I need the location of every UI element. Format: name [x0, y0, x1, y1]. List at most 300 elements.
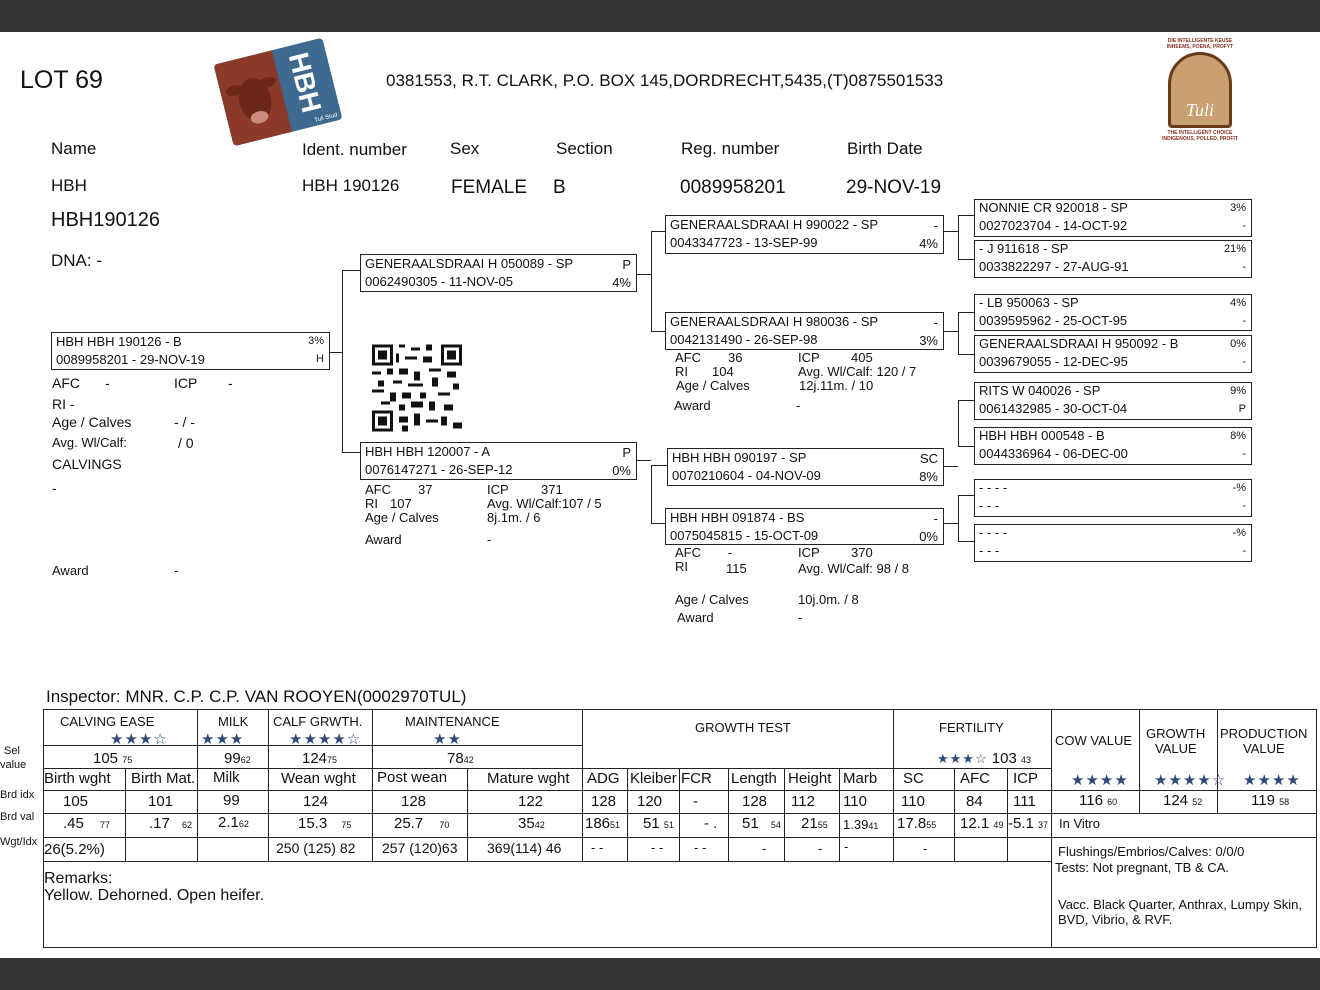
brd-val: 21 — [801, 815, 818, 832]
wgt-cell: - - — [591, 840, 604, 855]
brd-idx-cell: 110 — [901, 793, 925, 810]
connector — [958, 354, 974, 355]
breed-logo-name: Tuli — [1185, 100, 1215, 120]
connector — [958, 312, 959, 354]
fertility-acc: 43 — [1021, 755, 1032, 765]
logo-sub: Tuli Stud — [313, 112, 339, 124]
fertility-val: 103 — [991, 750, 1017, 767]
grow-idx-val: 124 — [1163, 792, 1189, 809]
ggp-pct: 9% — [1230, 385, 1246, 397]
bottom-bar — [0, 958, 1320, 990]
breed-logo-top2: INHEEMS, POENA, PROFYT — [1166, 44, 1234, 50]
brd-val-acc: 75 — [341, 820, 352, 830]
gp-pct: 4% — [919, 236, 938, 251]
gp-ri: 115 — [726, 561, 747, 576]
grid-line — [784, 768, 785, 861]
tuli-logo — [1158, 38, 1242, 144]
grid-line — [1217, 709, 1218, 813]
animal-section: B — [553, 177, 566, 198]
brd-val: 25.7 — [394, 815, 424, 832]
connector — [651, 331, 665, 332]
header-sex: Sex — [450, 139, 480, 158]
remarks-label: Remarks: — [44, 870, 113, 887]
dam-age: 8j.1m. / 6 — [487, 510, 541, 525]
gp-afc-label: AFC — [675, 545, 701, 560]
gp-age: 10j.0m. / 8 — [798, 592, 859, 607]
brd-val-acc: 77 — [100, 820, 111, 830]
in-vitro: In Vitro — [1059, 816, 1100, 831]
connector — [944, 331, 958, 332]
gp-award: - — [796, 398, 801, 413]
grid-line — [1051, 709, 1052, 948]
ggp-line1: - LB 950063 - SP — [979, 295, 1079, 310]
remarks: Yellow. Dehorned. Open heifer. — [44, 887, 265, 904]
gp-code: - — [933, 315, 938, 330]
growth-value-label1: GROWTH — [1146, 726, 1206, 741]
production-value-label2: VALUE — [1243, 741, 1285, 756]
grid-line — [197, 709, 198, 861]
subject-avg-label: Avg. Wl/Calf: — [52, 435, 127, 450]
gp-line1: GENERAALSDRAAI H 980036 - SP — [670, 314, 879, 329]
wgt-cell: - — [844, 839, 849, 854]
grid-line — [839, 768, 840, 861]
maintenance-val: 78 — [447, 750, 464, 767]
sire-line1: GENERAALSDRAAI H 050089 - SP — [365, 256, 574, 271]
gp-age-label: Age / Calves — [676, 378, 750, 393]
grid-line — [627, 768, 628, 861]
brd-val-acc: 51 — [663, 820, 674, 830]
ggp-code: - — [1242, 315, 1246, 327]
gp-ri: 104 — [712, 364, 734, 379]
dam-line2: 0076147271 - 26-SEP-12 — [365, 462, 513, 477]
maintenance-stars: ★★ — [433, 731, 462, 748]
animal-name: HBH — [51, 176, 87, 195]
maintenance-label: MAINTENANCE — [405, 714, 500, 729]
brd-idx-cell: 128 — [742, 793, 768, 810]
col-milk: Milk — [213, 769, 240, 786]
wgt-cell: - — [762, 841, 767, 856]
ggp-code: - — [1242, 261, 1246, 273]
ggp-line1: NONNIE CR 920018 - SP — [979, 200, 1128, 215]
gp-icp-label: ICP — [798, 545, 820, 560]
header-ident: Ident. number — [302, 140, 407, 159]
dam-ri: 107 — [390, 496, 412, 511]
calving-ease-val: 105 — [93, 750, 119, 767]
ggp-code: - — [1242, 220, 1246, 232]
col-post-wean: Post wean — [377, 769, 448, 786]
gp-award: - — [798, 610, 803, 625]
ggp-line2: - - - — [979, 543, 1000, 558]
calf-growth-val: 124 — [302, 750, 328, 767]
fertility-stars: ★★★☆ — [937, 751, 988, 766]
subject-age-label: Age / Calves — [52, 414, 132, 430]
dam-code: P — [622, 445, 631, 460]
ggp-line2: 0027023704 - 14-OCT-92 — [979, 218, 1128, 233]
calving-ease-stars: ★★★☆ — [110, 731, 168, 748]
sire-pct: 4% — [612, 275, 631, 290]
subject-afc-label: AFC — [52, 375, 80, 391]
growth-test-label: GROWTH TEST — [695, 720, 791, 735]
brd-val: -5.1 — [1008, 815, 1034, 832]
cow-value-index — [1079, 792, 1117, 809]
ggp-pct: 8% — [1230, 430, 1246, 442]
great-grandparent-box — [974, 382, 1252, 420]
brd-val-cell — [897, 815, 936, 832]
side-value: value — [0, 759, 27, 771]
milk-label: MILK — [218, 714, 249, 729]
wgt-cell: - — [818, 841, 823, 856]
great-grandparent-box — [974, 479, 1252, 517]
connector — [958, 215, 959, 259]
breed-logo-top: DIE INTELLIGENTE KEUSE — [1167, 38, 1233, 44]
connector — [958, 400, 959, 446]
brd-val-cell — [843, 817, 878, 832]
grid-line — [728, 768, 729, 861]
grid-line — [43, 837, 1317, 838]
connector — [958, 541, 974, 542]
wgt-cell: - — [923, 841, 928, 856]
cow-idx-acc: 60 — [1107, 797, 1118, 807]
connector — [651, 523, 665, 524]
subject-box — [51, 332, 330, 370]
subject-afc: - — [105, 375, 110, 391]
wgt-cell: 250 (125) 82 — [276, 840, 356, 856]
cow-value-stars: ★★★★ — [1071, 772, 1129, 789]
dam-age-label: Age / Calves — [365, 510, 439, 525]
brd-val: 1.39 — [843, 817, 869, 832]
gp-age-label: Age / Calves — [675, 592, 749, 607]
grid-line — [1139, 709, 1140, 813]
ggp-line1: HBH HBH 000548 - B — [979, 428, 1105, 443]
great-grandparent-box — [974, 335, 1252, 373]
animal-birth: 29-NOV-19 — [846, 177, 942, 198]
animal-name2: HBH190126 — [51, 209, 160, 231]
col-birth-mat: Birth Mat. — [131, 770, 196, 787]
calving-ease-value — [93, 750, 132, 767]
production-value-stars: ★★★★ — [1243, 772, 1301, 789]
brd-val-cell — [298, 815, 351, 832]
production-value-label1: PRODUCTION — [1220, 726, 1308, 741]
milk-val: 99 — [224, 750, 241, 767]
breeder-info: 0381553, R.T. CLARK, P.O. BOX 145,DORDRECHT,5435,(T)0875501533 — [386, 71, 944, 90]
brd-val: 51 — [643, 815, 660, 832]
brd-val-cell — [704, 815, 717, 832]
subject-pct: 3% — [308, 335, 324, 347]
milk-acc: 62 — [240, 755, 251, 765]
fertility-value — [937, 750, 1031, 767]
vaccinations-line2: BVD, Vibrio, & RVF. — [1058, 912, 1173, 927]
dam-award: - — [487, 532, 492, 547]
connector — [651, 465, 667, 466]
bull-icon — [1168, 52, 1232, 128]
brd-val-acc: 54 — [770, 820, 781, 830]
wgt-cell: 26(5.2%) — [44, 841, 105, 858]
brd-val: - . — [704, 815, 718, 832]
logo-text: HBH — [282, 49, 328, 116]
brd-val-cell — [63, 815, 110, 832]
gp-avg: Avg. Wl/Calf: 98 / 8 — [798, 561, 910, 576]
prod-idx-val: 119 — [1251, 792, 1275, 809]
connector — [651, 231, 652, 331]
brd-val: 12.1 — [960, 815, 990, 832]
brd-idx-cell: 84 — [966, 793, 983, 810]
gp-age: 12j.11m. / 10 — [799, 378, 874, 393]
growth-value-index — [1163, 792, 1202, 809]
inspector: Inspector: MNR. C.P. C.P. VAN ROOYEN(0002970TUL) — [46, 687, 467, 706]
brd-val-acc: 62 — [182, 820, 193, 830]
ggp-line2: 0039679055 - 12-DEC-95 — [979, 354, 1128, 369]
brd-val-cell — [394, 815, 449, 832]
dam-afc-label: AFC — [365, 482, 391, 497]
wgt-cell: - - — [694, 840, 707, 855]
dam-icp: 371 — [541, 482, 563, 497]
subject-calvings-label: CALVINGS — [52, 456, 122, 472]
col-adg: ADG — [587, 770, 620, 787]
gp-ri-label: RI — [675, 364, 688, 379]
tests: Tests: Not pregnant, TB & CA. — [1055, 860, 1229, 875]
gp-line1: GENERAALSDRAAI H 990022 - SP — [670, 217, 879, 232]
dam-avg: Avg. Wl/Calf:107 / 5 — [487, 496, 602, 511]
brd-val-cell — [585, 815, 620, 832]
brd-idx-cell: 99 — [223, 792, 240, 809]
brd-val: 186 — [585, 815, 611, 832]
brd-val-cell — [643, 815, 674, 832]
col-mature-wght: Mature wght — [487, 770, 570, 787]
ggp-line2: 0061432985 - 30-OCT-04 — [979, 401, 1128, 416]
maintenance-acc: 42 — [463, 755, 474, 765]
great-grandparent-box — [974, 524, 1252, 562]
brd-idx-cell: 122 — [518, 793, 544, 810]
side-brd-val: Brd val — [0, 811, 35, 823]
gp-code: - — [933, 218, 938, 233]
gp-icp: 405 — [851, 350, 873, 365]
dam-ri-label: RI — [365, 496, 378, 511]
gp-line2: 0075045815 - 15-OCT-09 — [670, 528, 819, 543]
header-birth: Birth Date — [847, 139, 923, 158]
header-name: Name — [51, 139, 97, 158]
connector — [958, 259, 974, 260]
calving-ease-label: CALVING EASE — [60, 714, 155, 729]
brd-val-acc: 55 — [817, 820, 828, 830]
brd-val: 2.1 — [218, 814, 239, 831]
brd-val-cell — [960, 815, 1003, 832]
connector — [944, 231, 958, 232]
connector — [637, 460, 651, 461]
grow-idx-acc: 52 — [1192, 797, 1203, 807]
brd-val-cell — [218, 814, 249, 831]
ggp-line1: - - - - — [979, 480, 1008, 495]
brd-val: 35 — [518, 815, 535, 832]
grandparent-box — [667, 448, 944, 486]
subject-line2: 0089958201 - 29-NOV-19 — [56, 352, 205, 367]
fertility-label: FERTILITY — [939, 720, 1004, 735]
col-kleiber: Kleiber — [630, 770, 677, 787]
col-height: Height — [788, 770, 832, 787]
calving-ease-acc: 75 — [122, 755, 133, 765]
grid-line — [582, 709, 583, 861]
col-length: Length — [731, 770, 777, 787]
connector — [958, 495, 959, 541]
animal-reg: 0089958201 — [680, 177, 786, 198]
great-grandparent-box — [974, 199, 1252, 237]
gp-line1: HBH HBH 090197 - SP — [672, 450, 807, 465]
sire-line2: 0062490305 - 11-NOV-05 — [365, 274, 513, 289]
ggp-code: - — [1242, 500, 1246, 512]
gp-ri-label: RI — [675, 559, 688, 574]
connector — [637, 274, 651, 275]
grid-line — [43, 768, 1051, 769]
calf-growth-stars: ★★★★☆ — [289, 731, 362, 748]
hbh-logo — [214, 38, 343, 147]
gp-afc: 36 — [728, 350, 743, 365]
milk-value — [224, 750, 251, 767]
brd-val-cell — [1008, 815, 1048, 832]
ggp-line1: RITS W 040026 - SP — [979, 383, 1101, 398]
gp-afc: - — [728, 545, 733, 560]
connector — [342, 270, 343, 452]
gp-line1: HBH HBH 091874 - BS — [670, 510, 805, 525]
ggp-pct: -% — [1232, 527, 1246, 539]
growth-value-stars: ★★★★☆ — [1154, 772, 1227, 789]
subject-ri: RI - — [52, 396, 75, 412]
brd-val: 17.8 — [897, 815, 927, 832]
ggp-code: - — [1242, 356, 1246, 368]
connector — [944, 466, 958, 467]
gp-icp: 370 — [851, 545, 873, 560]
connector — [958, 400, 974, 401]
calf-growth-label: CALF GRWTH. — [273, 714, 363, 729]
brd-val-cell — [742, 815, 781, 832]
col-marb: Marb — [843, 770, 878, 787]
ggp-line2: - - - — [979, 498, 1000, 513]
brd-val-acc: 42 — [534, 820, 545, 830]
connector — [330, 352, 342, 353]
subject-award: - — [174, 563, 179, 578]
breed-logo-bottom2: INDIGENOUS, POLLED, PROFIT — [1162, 136, 1238, 142]
grid-line — [893, 709, 894, 861]
top-bar — [0, 0, 1320, 32]
ggp-code: - — [1242, 545, 1246, 557]
brd-val-acc: 62 — [238, 819, 249, 829]
subject-age: - / - — [174, 414, 195, 430]
cow-value-label: COW VALUE — [1055, 733, 1133, 748]
maintenance-value — [447, 750, 474, 767]
subject-calvings: - — [52, 480, 57, 496]
grandparent-box — [665, 312, 944, 350]
gp-award-label: Award — [674, 398, 711, 413]
gp-code: SC — [919, 451, 938, 466]
brd-idx-cell: 105 — [63, 793, 89, 810]
brd-val-acc: 51 — [610, 820, 621, 830]
brd-idx-cell: 124 — [303, 793, 329, 810]
prod-idx-acc: 58 — [1279, 797, 1290, 807]
col-afc: AFC — [960, 770, 990, 787]
great-grandparent-box — [974, 240, 1252, 278]
grid-line — [372, 709, 373, 861]
dam-pct: 0% — [612, 463, 631, 478]
grid-line — [268, 709, 269, 861]
brd-idx-cell: 112 — [791, 793, 815, 810]
wgt-cell: 257 (120)63 — [382, 840, 458, 856]
animal-ident: HBH 190126 — [302, 176, 400, 195]
gp-line2: 0042131490 - 26-SEP-98 — [670, 332, 818, 347]
subject-award-label: Award — [52, 563, 89, 578]
milk-stars: ★★★ — [201, 731, 245, 748]
connector — [342, 452, 360, 453]
brd-val: 51 — [742, 815, 759, 832]
connector — [651, 231, 665, 232]
ggp-line2: 0033822297 - 27-AUG-91 — [979, 259, 1129, 274]
dam-award-label: Award — [365, 532, 402, 547]
gp-award-label: Award — [677, 610, 714, 625]
ggp-pct: -% — [1232, 482, 1246, 494]
dam-box — [360, 442, 637, 480]
header-reg: Reg. number — [681, 139, 780, 158]
grandparent-box — [665, 508, 944, 545]
production-value-index — [1251, 792, 1289, 809]
brd-idx-cell: 128 — [401, 793, 427, 810]
brd-idx-cell: 128 — [591, 793, 617, 810]
gp-pct: 8% — [919, 469, 938, 484]
dna: DNA: - — [51, 251, 102, 270]
great-grandparent-box — [974, 427, 1252, 465]
subject-line1: HBH HBH 190126 - B — [56, 334, 182, 349]
grid-line — [467, 768, 468, 861]
ggp-code: P — [1238, 403, 1246, 415]
gp-line2: 0070210604 - 04-NOV-09 — [672, 468, 821, 483]
subject-icp-label: ICP — [174, 375, 198, 391]
gp-pct: 3% — [919, 333, 938, 348]
side-brd-idx: Brd idx — [0, 789, 35, 801]
grid-line — [954, 768, 955, 861]
ggp-pct: 0% — [1230, 338, 1246, 350]
brd-idx-cell: 111 — [1013, 793, 1036, 810]
side-sel: Sel — [4, 745, 20, 757]
connector — [958, 215, 974, 216]
brd-val-acc: 41 — [868, 821, 879, 831]
subject-avg: / 0 — [178, 435, 194, 451]
header-section: Section — [556, 139, 613, 158]
brd-val-acc: 55 — [926, 820, 937, 830]
sire-box — [360, 254, 637, 292]
sire-code: P — [622, 257, 631, 272]
ggp-line1: GENERAALSDRAAI H 950092 - B — [979, 336, 1179, 351]
brd-val: .17 — [149, 815, 170, 832]
ggp-line1: - - - - — [979, 525, 1008, 540]
col-birth-wght: Birth wght — [44, 770, 111, 787]
ggp-pct: 3% — [1230, 202, 1246, 214]
grid-line — [43, 790, 1317, 791]
grid-line — [679, 768, 680, 861]
lot-number: LOT 69 — [20, 66, 103, 94]
col-icp: ICP — [1013, 770, 1039, 787]
brd-idx-cell: 101 — [148, 793, 174, 810]
subject-icp: - — [228, 375, 233, 391]
flushings: Flushings/Embrios/Calves: 0/0/0 — [1058, 844, 1245, 859]
gp-code: - — [933, 511, 938, 526]
gp-line2: 0043347723 - 13-SEP-99 — [670, 235, 818, 250]
subject-code: H — [316, 353, 324, 365]
ggp-code: - — [1242, 448, 1246, 460]
brd-val: .45 — [63, 815, 84, 832]
col-fcr: FCR — [681, 770, 712, 787]
dam-afc: 37 — [418, 482, 433, 497]
brd-val: 15.3 — [298, 815, 328, 832]
brd-val-cell — [801, 815, 828, 832]
ggp-pct: 4% — [1230, 297, 1246, 309]
gp-icp-label: ICP — [798, 350, 820, 365]
ggp-line2: 0044336964 - 06-DEC-00 — [979, 446, 1128, 461]
